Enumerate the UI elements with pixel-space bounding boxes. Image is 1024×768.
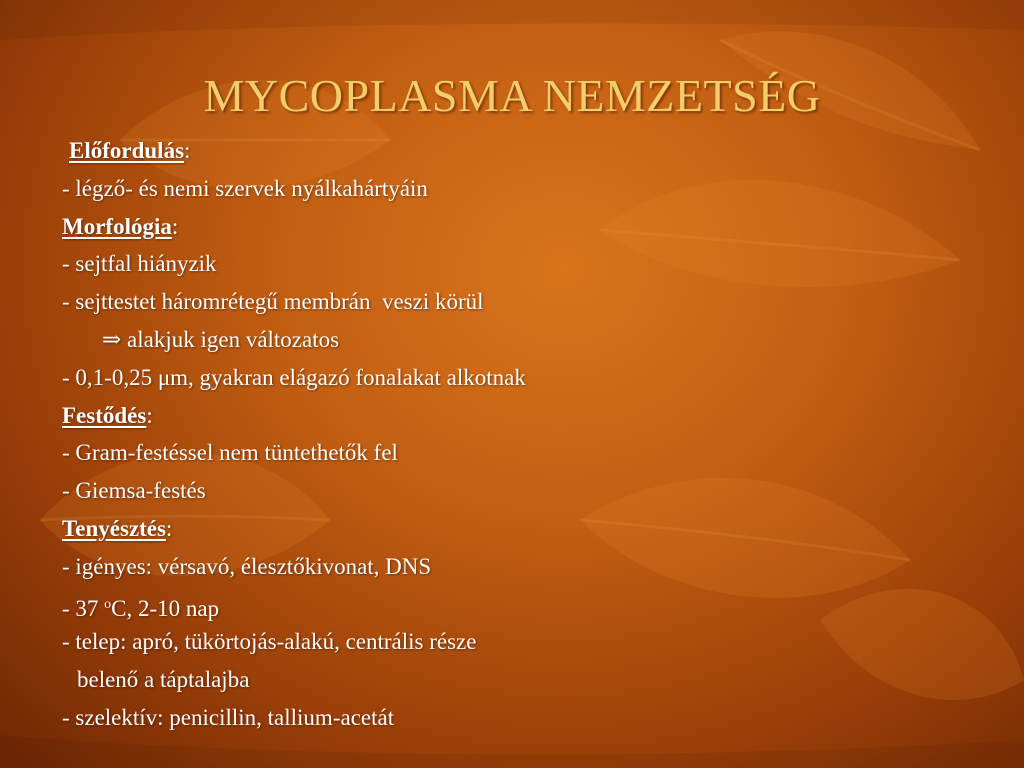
morphology-colon: : (171, 213, 179, 239)
occurrence-item-1: - légző- és nemi szervek nyálkahártyáin (62, 175, 428, 201)
slide-body (62, 132, 982, 737)
staining-item-1: - Gram-festéssel nem tüntethetők fel (62, 440, 398, 466)
cultivation-item-5: - szelektív: penicillin, tallium-acetát (62, 704, 395, 730)
section-heading-staining (62, 397, 982, 435)
cultivation-item-1: - igényes: vérsavó, élesztőkivonat, DNS (62, 553, 432, 579)
occurrence-colon: : (184, 138, 191, 163)
section-heading-morphology (62, 208, 982, 246)
degree-superscript: o (104, 596, 112, 612)
cultivation-colon: : (165, 515, 173, 541)
staining-colon: : (146, 402, 153, 428)
staining-heading: Festődés (62, 402, 147, 428)
morphology-item-1: - sejtfal hiányzik (62, 251, 217, 277)
occurrence-heading: Előfordulás (69, 138, 185, 163)
cultivation-item-3: - telep: apró, tükörtojás-alakú, centrális része (62, 629, 477, 655)
morphology-heading: Morfológia (62, 213, 172, 239)
morphology-item-2: - sejttestet háromrétegű membrán veszi körül (62, 289, 484, 315)
cultivation-heading: Tenyésztés (62, 515, 166, 541)
section-heading-occurrence (62, 132, 982, 170)
staining-item-2: - Giemsa-festés (62, 478, 206, 504)
cultivation-item-2 (62, 586, 982, 624)
morphology-item-4: - 0,1-0,25 μm, gyakran elágazó fonalakat alkotnak (62, 364, 526, 390)
section-heading-cultivation (62, 510, 982, 548)
temperature-prefix: - 37 (62, 595, 105, 621)
slide-title: MYCOPLASMA NEMZETSÉG (203, 70, 821, 121)
cultivation-item-4: belenő a táptalajba (77, 667, 250, 693)
morphology-item-3: ⇒ alakjuk igen változatos (102, 326, 340, 352)
temperature-suffix: C, 2-10 nap (111, 595, 220, 621)
